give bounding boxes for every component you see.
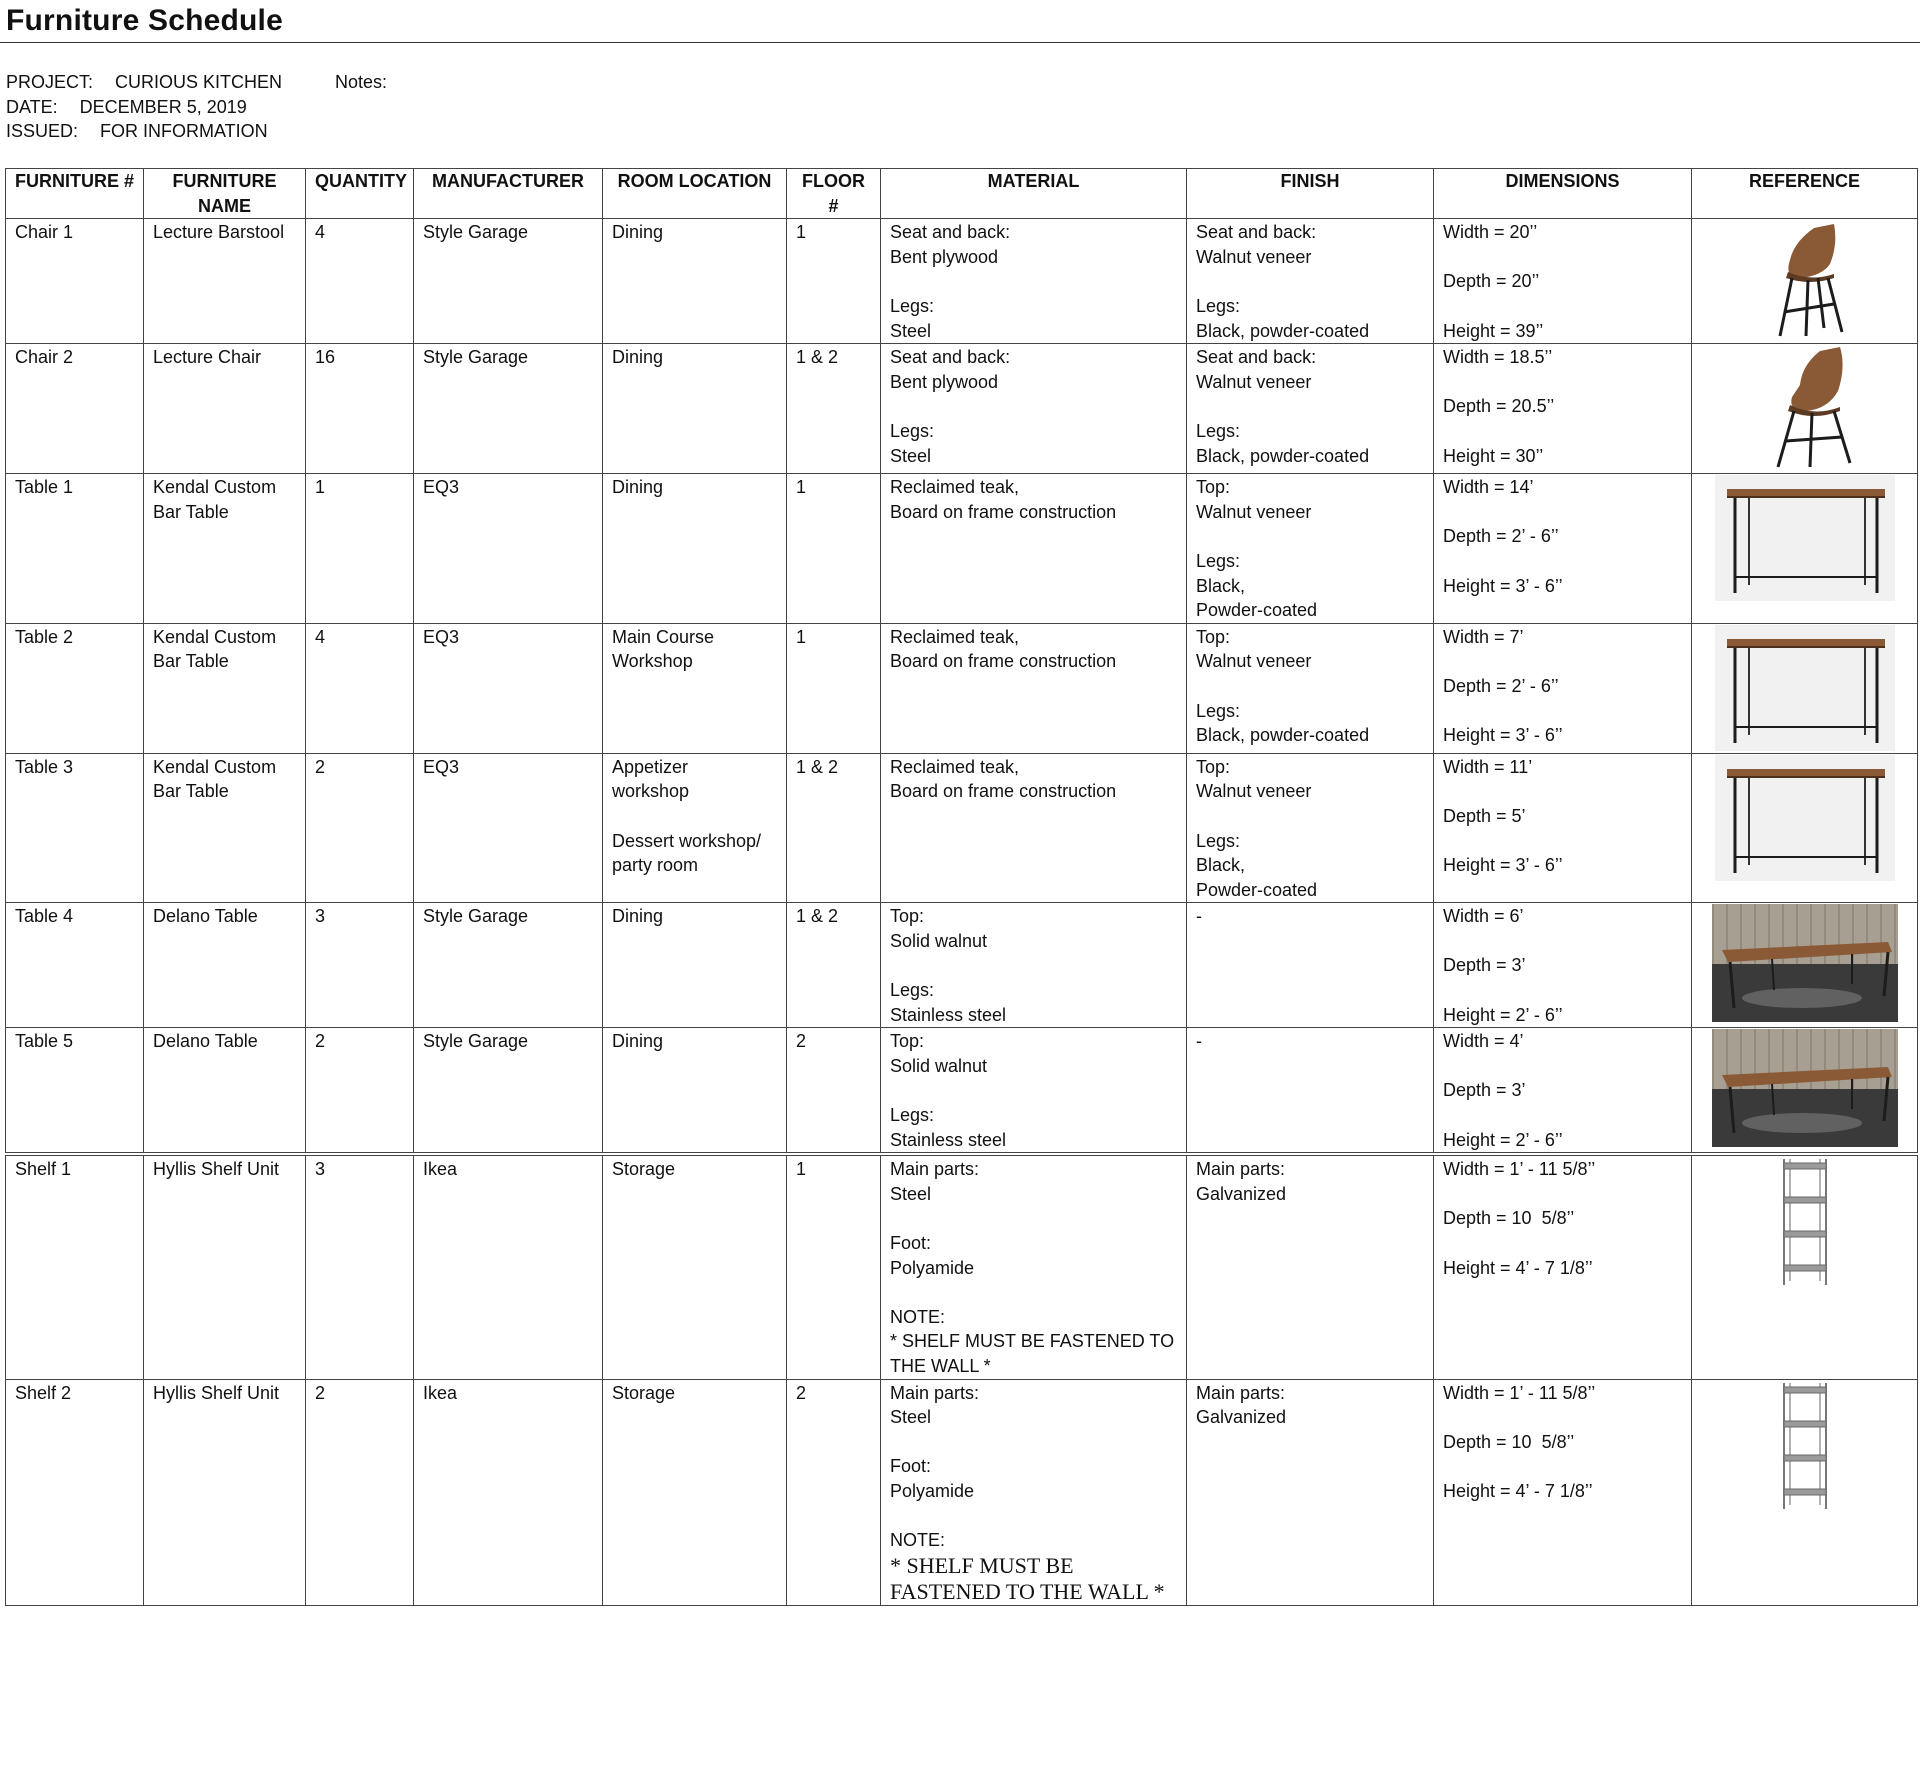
furniture-name-cell [144,474,306,624]
material-line: Legs: [890,420,935,441]
col-material: MATERIAL [881,169,1187,219]
reference-cell [1692,474,1918,624]
finish-line [1196,804,1424,829]
dimensions-cell [1434,753,1692,903]
dimensions-cell [1434,623,1692,753]
dimensions-line [1443,1405,1682,1430]
finish-line: Walnut veneer [1196,651,1312,672]
finish-line [1196,269,1424,294]
name-line: Kendal Custom [153,756,277,777]
dimensions-cell [1434,1154,1692,1379]
material-line [890,1430,1177,1455]
material-line: Steel [890,320,932,341]
reference-cell [1692,623,1918,753]
material-line: Solid walnut [890,1055,988,1076]
reference-cell [1692,1028,1918,1154]
dimensions-line: Width = 18.5’’ [1443,347,1553,368]
quantity-cell: 2 [306,753,414,903]
material-line [890,269,1177,294]
dimensions-line: Width = 1’ - 11 5/8’’ [1443,1159,1596,1180]
material-line: Steel [890,1183,932,1204]
bar-table-image [1701,625,1908,751]
material-line [890,953,1177,978]
issued-label: ISSUED: [6,121,79,141]
col-manufacturer: MANUFACTURER [414,169,603,219]
room-location-cell [603,903,787,1028]
finish-line: - [1196,906,1202,927]
table-row [6,474,1918,624]
finish-line: Seat and back: [1196,222,1317,243]
room-line: Workshop [612,651,693,672]
dimensions-line [1443,978,1682,1003]
finish-line: Walnut veneer [1196,501,1312,522]
manufacturer-cell: Ikea [414,1379,603,1605]
room-line: party room [612,855,699,876]
name-line: Bar Table [153,781,229,802]
material-line: Steel [890,1407,932,1428]
material-line: Stainless steel [890,1004,1007,1025]
quantity-cell: 2 [306,1379,414,1605]
dimensions-line [1443,1454,1682,1479]
finish-cell [1187,753,1434,903]
barstool-image [1701,220,1908,338]
quantity-cell: 4 [306,623,414,753]
quantity-cell: 16 [306,344,414,474]
reference-cell [1692,344,1918,474]
material-line: FASTENED TO THE WALL * [890,1578,1165,1604]
dimensions-line [1443,370,1682,395]
room-location-cell [603,623,787,753]
manufacturer-cell: Style Garage [414,344,603,474]
dimensions-line [1443,699,1682,724]
room-line: Storage [612,1159,676,1180]
dining-table-photo [1701,904,1908,1022]
col-room-location: ROOM LOCATION [603,169,787,219]
finish-line: Top: [1196,477,1231,498]
floor-cell: 1 & 2 [787,903,881,1028]
floor-cell: 1 & 2 [787,753,881,903]
furniture-name-cell [144,1154,306,1379]
finish-line: Walnut veneer [1196,781,1312,802]
material-line: NOTE: [890,1306,946,1327]
name-line: Lecture Chair [153,347,262,368]
furniture-id-cell: Table 5 [6,1028,144,1154]
room-line: workshop [612,781,690,802]
room-line: Dining [612,347,664,368]
material-line: Bent plywood [890,246,999,267]
dimensions-line [1443,929,1682,954]
dimensions-line: Height = 2’ - 6’’ [1443,1004,1563,1025]
material-cell [881,1028,1187,1154]
dimensions-line: Depth = 2’ - 6’’ [1443,675,1559,696]
dimensions-line [1443,549,1682,574]
quantity-cell: 1 [306,474,414,624]
table-row [6,753,1918,903]
dimensions-line: Depth = 10 5/8’’ [1443,1208,1575,1229]
finish-line: Walnut veneer [1196,371,1312,392]
material-line: Bent plywood [890,371,999,392]
table-row [6,1028,1918,1154]
material-cell [881,623,1187,753]
room-location-cell [603,344,787,474]
finish-cell [1187,219,1434,344]
room-location-cell [603,219,787,344]
col-quantity: QUANTITY [306,169,414,219]
dimensions-line: Width = 4’ [1443,1031,1524,1052]
manufacturer-cell: EQ3 [414,623,603,753]
dimensions-line: Width = 6’ [1443,906,1524,927]
finish-line: Top: [1196,626,1231,647]
chair-image [1701,345,1908,469]
finish-line: Legs: [1196,420,1241,441]
col-dimensions: DIMENSIONS [1434,169,1692,219]
finish-line: Galvanized [1196,1183,1287,1204]
furniture-name-cell [144,753,306,903]
floor-cell: 2 [787,1028,881,1154]
dimensions-cell [1434,1028,1692,1154]
material-line: Top: [890,1031,925,1052]
dimensions-cell [1434,344,1692,474]
material-line: Reclaimed teak, [890,626,1020,647]
col-furniture-name [144,169,306,219]
dimensions-line [1443,1231,1682,1256]
quantity-cell: 3 [306,1154,414,1379]
dimensions-line: Width = 11’ [1443,756,1533,777]
room-line: Dining [612,906,664,927]
material-line: Board on frame construction [890,501,1117,522]
dimensions-line: Width = 1’ - 11 5/8’’ [1443,1382,1596,1403]
floor-cell: 1 [787,623,881,753]
finish-line: Powder-coated [1196,879,1318,900]
finish-cell [1187,623,1434,753]
material-line: Steel [890,445,932,466]
material-line: NOTE: [890,1530,946,1551]
table-row [6,219,1918,344]
bar-table-image [1701,755,1908,881]
room-location-cell [603,1154,787,1379]
material-line: Solid walnut [890,930,988,951]
material-line: Polyamide [890,1257,975,1278]
furniture-id-cell: Chair 1 [6,219,144,344]
dimensions-line: Depth = 20.5’’ [1443,396,1555,417]
room-line: Dining [612,222,664,243]
finish-line: Black, powder-coated [1196,320,1370,341]
dimensions-line [1443,779,1682,804]
quantity-cell: 3 [306,903,414,1028]
finish-line: Galvanized [1196,1407,1287,1428]
reference-cell [1692,753,1918,903]
dimensions-line: Height = 2’ - 6’’ [1443,1129,1563,1150]
room-line: Dessert workshop/ [612,830,762,851]
manufacturer-cell: Style Garage [414,219,603,344]
dimensions-cell [1434,1379,1692,1605]
furniture-schedule-table [5,168,1918,1606]
material-line: Foot: [890,1456,932,1477]
finish-line: - [1196,1031,1202,1052]
dimensions-line: Height = 39’’ [1443,320,1544,341]
material-line: Legs: [890,295,935,316]
date-row [6,95,282,120]
furniture-id-cell: Table 4 [6,903,144,1028]
material-cell [881,1379,1187,1605]
finish-line: Walnut veneer [1196,246,1312,267]
table-row [6,903,1918,1028]
material-line: Board on frame construction [890,651,1117,672]
furniture-name-cell [144,1379,306,1605]
furniture-name-cell [144,1028,306,1154]
bar-table-image [1701,475,1908,601]
finish-line: Main parts: [1196,1382,1286,1403]
furniture-id-cell: Shelf 1 [6,1154,144,1379]
dimensions-line: Depth = 3’ [1443,1080,1526,1101]
material-line: Reclaimed teak, [890,477,1020,498]
material-line: Foot: [890,1233,932,1253]
name-line: Bar Table [153,651,229,672]
floor-cell: 1 [787,1154,881,1379]
dining-table-photo [1701,1029,1908,1147]
reference-cell [1692,1154,1918,1379]
floor-cell: 2 [787,1379,881,1605]
col-finish: FINISH [1187,169,1434,219]
material-line: Top: [890,906,925,927]
name-line: Kendal Custom [153,626,277,647]
finish-line: Top: [1196,756,1231,777]
room-location-cell [603,1379,787,1605]
dimensions-line [1443,829,1682,854]
finish-cell [1187,344,1434,474]
finish-line: Legs: [1196,550,1241,571]
room-location-cell [603,753,787,903]
material-line [890,1504,1177,1529]
project-value: CURIOUS KITCHEN [115,72,283,92]
date-value: DECEMBER 5, 2019 [79,96,247,117]
schedule-body [6,219,1918,1606]
material-line: * SHELF MUST BE FASTENED TO [890,1331,1175,1352]
floor-cell: 1 [787,219,881,344]
room-line: Appetizer [612,756,689,777]
date-label: DATE: [6,96,58,117]
material-cell [881,1154,1187,1379]
reference-cell [1692,903,1918,1028]
finish-line: Black, powder-coated [1196,725,1370,746]
dimensions-line: Depth = 20’’ [1443,271,1540,292]
dimensions-line: Depth = 2’ - 6’’ [1443,526,1559,547]
dimensions-line [1443,419,1682,444]
dimensions-cell [1434,474,1692,624]
shelf-image [1701,1381,1908,1511]
finish-cell [1187,903,1434,1028]
material-line: Legs: [890,1105,935,1126]
shelf-image [1701,1157,1908,1287]
finish-line: Powder-coated [1196,600,1318,621]
table-row [6,344,1918,474]
dimensions-line: Depth = 5’ [1443,805,1526,826]
dimensions-line: Depth = 10 5/8’’ [1443,1431,1575,1452]
finish-line: Legs: [1196,830,1241,851]
furniture-name-cell [144,903,306,1028]
floor-cell: 1 & 2 [787,344,881,474]
dimensions-line: Height = 30’’ [1443,445,1544,466]
dimensions-line: Height = 4’ - 7 1/8’’ [1443,1480,1593,1501]
room-line: Main Course [612,626,715,647]
header-row [6,169,1918,219]
dimensions-line: Width = 20’’ [1443,222,1538,243]
finish-line: Main parts: [1196,1159,1286,1180]
material-line [890,1206,1177,1231]
dimensions-cell [1434,903,1692,1028]
name-line: Delano Table [153,906,258,927]
col-furniture-name-line1: FURNITURE [172,171,277,191]
table-row [6,1154,1918,1379]
manufacturer-cell: Ikea [414,1154,603,1379]
col-furniture-name-line2: NAME [198,195,251,216]
finish-line: Legs: [1196,700,1241,721]
dimensions-line [1443,500,1682,525]
quantity-cell: 4 [306,219,414,344]
dimensions-line [1443,1182,1682,1207]
name-line: Lecture Barstool [153,222,285,243]
finish-line: Legs: [1196,295,1241,316]
table-row [6,1379,1918,1605]
material-line: Seat and back: [890,222,1011,243]
dimensions-line [1443,1103,1682,1128]
quantity-cell: 2 [306,1028,414,1154]
dimensions-line [1443,1054,1682,1079]
dimensions-line: Height = 3’ - 6’’ [1443,575,1563,596]
room-location-cell [603,1028,787,1154]
dimensions-line [1443,294,1682,319]
material-line: Main parts: [890,1382,980,1403]
name-line: Hyllis Shelf Unit [153,1382,280,1403]
finish-line: Seat and back: [1196,347,1317,368]
title-divider [0,42,1920,43]
furniture-id-cell: Table 2 [6,623,144,753]
furniture-id-cell: Shelf 2 [6,1379,144,1605]
manufacturer-cell: Style Garage [414,903,603,1028]
material-line: Polyamide [890,1480,975,1501]
finish-line [1196,524,1424,549]
finish-cell [1187,474,1434,624]
material-line: Main parts: [890,1159,980,1180]
material-line: Seat and back: [890,347,1011,368]
material-line: Board on frame construction [890,781,1117,802]
project-label: PROJECT: [6,72,94,92]
col-furniture-no: FURNITURE # [6,169,144,219]
material-line: * SHELF MUST BE [890,1552,1074,1578]
furniture-id-cell: Chair 2 [6,344,144,474]
material-line: THE WALL * [890,1355,991,1376]
furniture-name-cell [144,344,306,474]
name-line: Kendal Custom [153,477,277,498]
dimensions-line [1443,245,1682,270]
dimensions-line: Width = 14’ [1443,477,1534,498]
furniture-id-cell: Table 1 [6,474,144,624]
finish-line [1196,394,1424,419]
dimensions-line: Depth = 3’ [1443,955,1526,976]
finish-cell [1187,1379,1434,1605]
notes-label: Notes: [335,72,388,92]
table-row [6,623,1918,753]
furniture-name-cell [144,219,306,344]
material-cell [881,474,1187,624]
material-line [890,1280,1177,1305]
issued-row [6,119,282,144]
manufacturer-cell: EQ3 [414,753,603,903]
manufacturer-cell: EQ3 [414,474,603,624]
material-line: Reclaimed teak, [890,756,1020,777]
material-cell [881,219,1187,344]
finish-line: Black, [1196,855,1246,876]
project-row [6,70,282,95]
finish-line: Black, powder-coated [1196,445,1370,466]
furniture-id-cell: Table 3 [6,753,144,903]
finish-line [1196,674,1424,699]
name-line: Bar Table [153,501,229,522]
dimensions-line: Width = 7’ [1443,626,1524,647]
furniture-name-cell [144,623,306,753]
col-floor: FLOOR # [787,169,881,219]
material-cell [881,903,1187,1028]
page-title: Furniture Schedule [6,4,283,37]
room-line [612,804,777,829]
room-line: Dining [612,1031,664,1052]
dimensions-line: Height = 3’ - 6’’ [1443,725,1563,746]
dimensions-line: Height = 4’ - 7 1/8’’ [1443,1257,1593,1278]
material-cell [881,344,1187,474]
name-line: Delano Table [153,1031,258,1052]
finish-line: Black, [1196,575,1246,596]
name-line: Hyllis Shelf Unit [153,1159,280,1180]
room-location-cell [603,474,787,624]
finish-cell [1187,1028,1434,1154]
room-line: Dining [612,477,664,498]
document-meta [6,70,282,144]
finish-cell [1187,1154,1434,1379]
floor-cell: 1 [787,474,881,624]
material-line [890,1078,1177,1103]
reference-cell [1692,219,1918,344]
material-cell [881,753,1187,903]
dimensions-cell [1434,219,1692,344]
room-line: Storage [612,1382,676,1403]
material-line: Legs: [890,980,935,1001]
dimensions-line [1443,649,1682,674]
material-line: Stainless steel [890,1129,1007,1150]
col-reference: REFERENCE [1692,169,1918,219]
material-line [890,394,1177,419]
dimensions-line: Height = 3’ - 6’’ [1443,855,1563,876]
manufacturer-cell: Style Garage [414,1028,603,1154]
reference-cell [1692,1379,1918,1605]
issued-value: FOR INFORMATION [100,121,268,141]
